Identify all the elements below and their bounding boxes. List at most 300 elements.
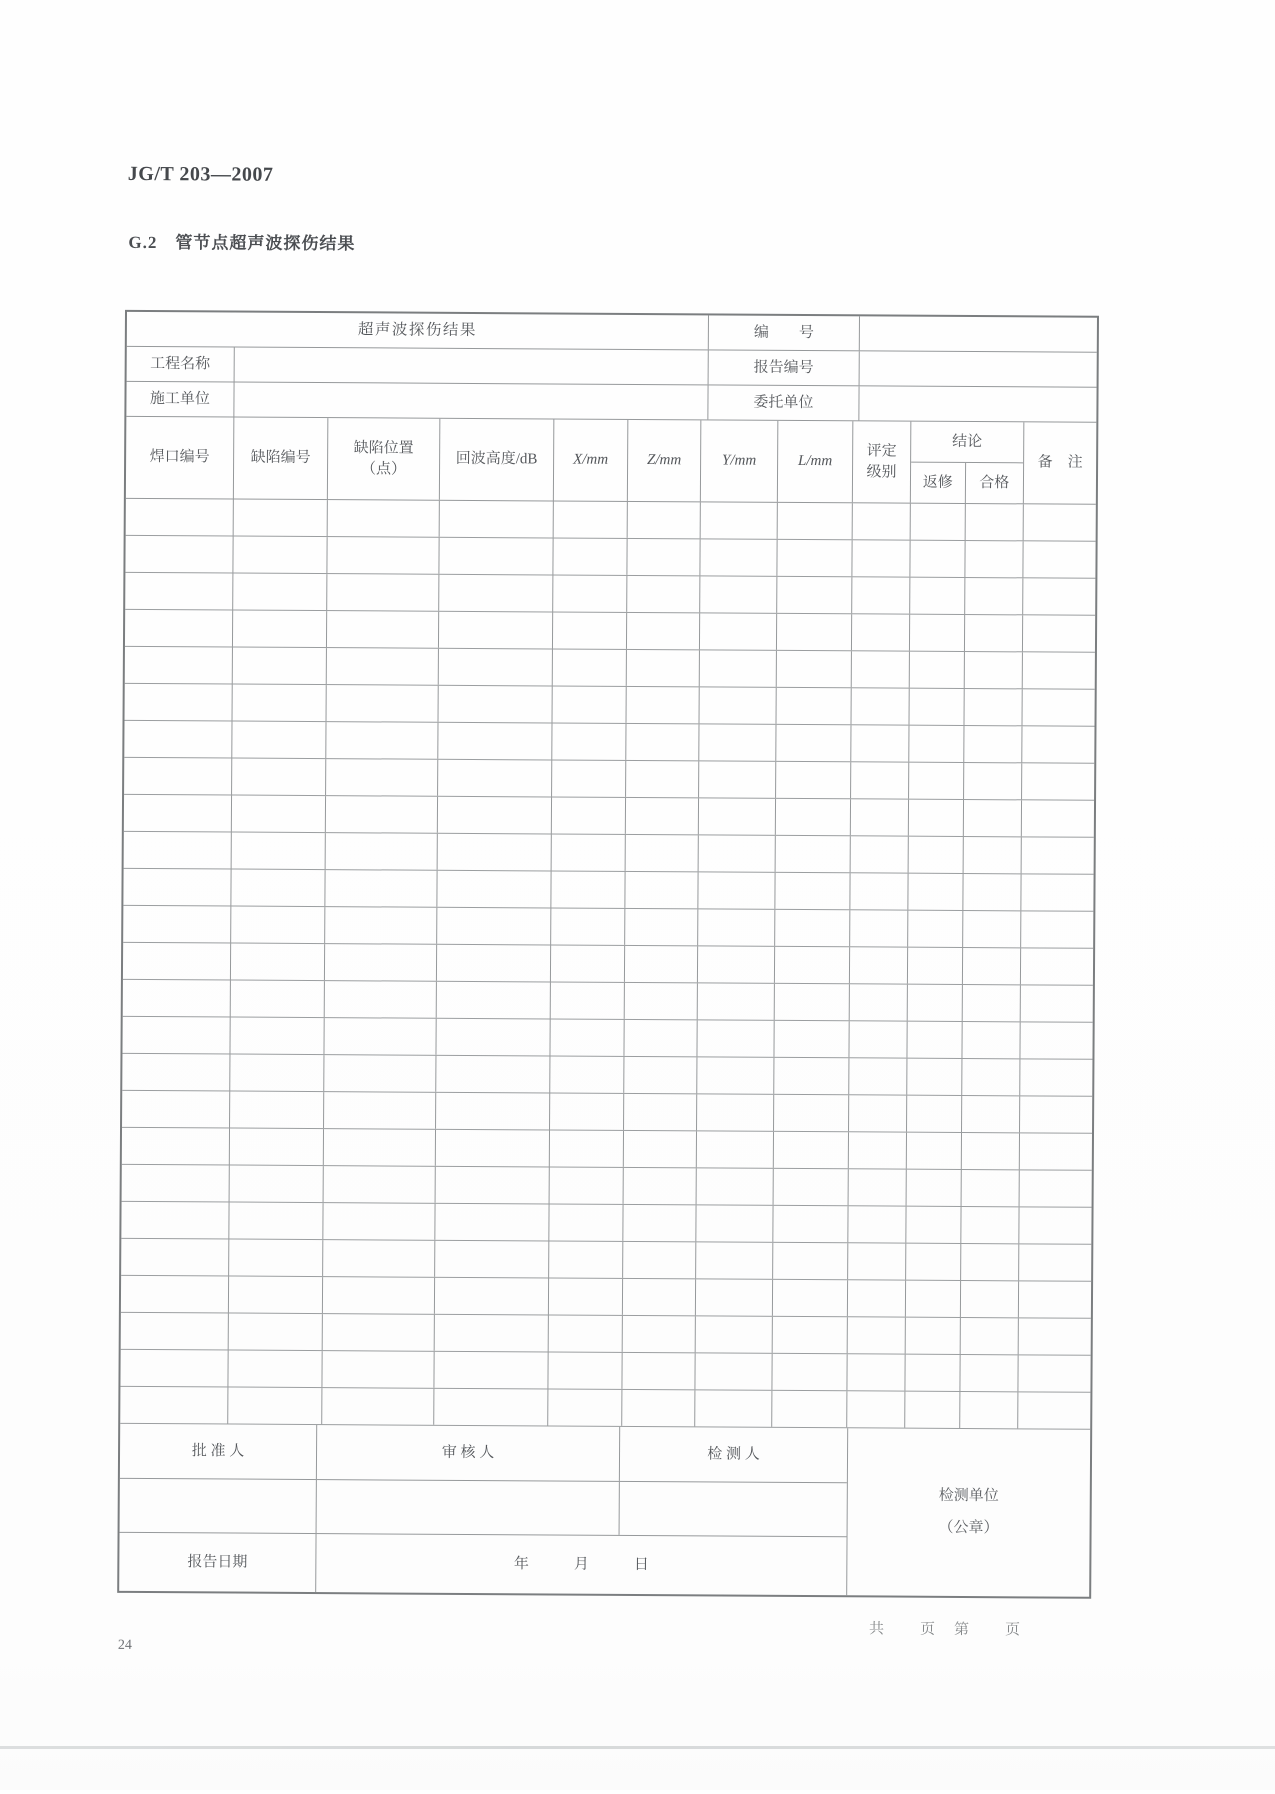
blank-cell bbox=[554, 501, 628, 537]
blank-cell bbox=[1023, 652, 1095, 688]
blank-cell bbox=[122, 1017, 230, 1054]
col-z-mm: Z/mm bbox=[628, 420, 701, 501]
blank-cell bbox=[121, 1239, 229, 1276]
blank-cell bbox=[700, 687, 777, 723]
blank-cell bbox=[627, 687, 700, 723]
blank-cell bbox=[1023, 615, 1095, 651]
blank-cell bbox=[550, 1130, 624, 1166]
inspector-label: 检 测 人 bbox=[707, 1446, 760, 1463]
blank-cell bbox=[965, 541, 1023, 577]
blank-cell bbox=[851, 799, 909, 835]
blank-cell bbox=[326, 833, 438, 870]
blank-cell bbox=[1022, 837, 1094, 873]
table-row bbox=[125, 684, 1095, 727]
number-label: 编 号 bbox=[709, 315, 860, 350]
blank-cell bbox=[775, 947, 850, 983]
blank-cell bbox=[627, 576, 700, 612]
report-no-value bbox=[860, 351, 1097, 386]
blank-cell bbox=[326, 796, 438, 833]
blank-cell bbox=[964, 689, 1022, 725]
blank-cell bbox=[774, 1021, 849, 1057]
table-body bbox=[120, 499, 1096, 1430]
blank-cell bbox=[121, 1276, 229, 1313]
col-conclusion-group bbox=[911, 422, 1024, 504]
blank-cell bbox=[965, 615, 1023, 651]
blank-cell bbox=[966, 504, 1024, 540]
blank-cell bbox=[232, 722, 326, 759]
page-number: 24 bbox=[117, 1637, 132, 1653]
blank-cell bbox=[962, 1096, 1020, 1132]
blank-cell bbox=[324, 1018, 436, 1055]
blank-cell bbox=[910, 615, 965, 651]
blank-cell bbox=[230, 1018, 324, 1055]
blank-cell bbox=[325, 870, 437, 907]
blank-cell bbox=[230, 1092, 324, 1129]
blank-cell bbox=[436, 1019, 550, 1056]
blank-cell bbox=[624, 1131, 697, 1167]
blank-cell bbox=[965, 652, 1023, 688]
blank-cell bbox=[697, 1168, 774, 1204]
blank-cell bbox=[777, 577, 852, 613]
blank-cell bbox=[231, 944, 325, 981]
col-defect-no: 缺陷编号 bbox=[234, 418, 328, 500]
blank-cell bbox=[910, 541, 965, 577]
blank-cell bbox=[125, 647, 233, 684]
blank-cell bbox=[909, 689, 964, 725]
blank-cell bbox=[849, 1169, 907, 1205]
blank-cell bbox=[324, 1055, 436, 1092]
blank-cell bbox=[623, 1242, 696, 1278]
blank-cell bbox=[230, 1129, 324, 1166]
blank-cell bbox=[908, 911, 963, 947]
blank-cell bbox=[852, 540, 910, 576]
blank-cell bbox=[230, 1055, 324, 1092]
blank-cell bbox=[435, 1278, 549, 1315]
blank-cell bbox=[228, 1351, 322, 1388]
blank-cell bbox=[327, 574, 439, 611]
blank-cell bbox=[232, 759, 326, 796]
blank-cell bbox=[549, 1204, 623, 1240]
blank-cell bbox=[232, 833, 326, 870]
info-row-contractor bbox=[126, 382, 1096, 423]
blank-cell bbox=[961, 1244, 1019, 1280]
blank-cell bbox=[327, 685, 439, 722]
blank-cell bbox=[439, 612, 553, 649]
blank-cell bbox=[437, 871, 551, 908]
blank-cell bbox=[550, 1019, 624, 1055]
blank-cell bbox=[910, 652, 965, 688]
blank-cell bbox=[627, 539, 700, 575]
blank-cell bbox=[852, 614, 910, 650]
blank-cell bbox=[437, 982, 551, 1019]
blank-cell bbox=[696, 1279, 773, 1315]
blank-cell bbox=[439, 538, 553, 575]
org-stamp-cell: 检测单位 （公章） bbox=[846, 1428, 1090, 1596]
blank-cell bbox=[325, 944, 437, 981]
blank-cell bbox=[232, 796, 326, 833]
blank-cell bbox=[325, 981, 437, 1018]
col-weld-joint-no: 焊口编号 bbox=[126, 417, 234, 499]
col-repair: 返修 bbox=[911, 463, 966, 503]
blank-cell bbox=[1020, 1133, 1092, 1169]
blank-cell bbox=[774, 1169, 849, 1205]
blank-cell bbox=[905, 1355, 960, 1391]
inspector-value bbox=[620, 1482, 847, 1536]
blank-cell bbox=[1019, 1318, 1091, 1354]
blank-cell bbox=[437, 908, 551, 945]
blank-cell bbox=[124, 795, 232, 832]
blank-cell bbox=[697, 1020, 774, 1056]
blank-cell bbox=[964, 763, 1022, 799]
blank-cell bbox=[439, 649, 553, 686]
blank-cell bbox=[1024, 504, 1096, 540]
blank-cell bbox=[124, 832, 232, 869]
blank-cell bbox=[964, 726, 1022, 762]
blank-cell bbox=[627, 650, 700, 686]
conclusion-label: 结论 bbox=[911, 422, 1023, 464]
blank-cell bbox=[624, 1020, 697, 1056]
blank-cell bbox=[323, 1314, 435, 1351]
blank-cell bbox=[852, 688, 910, 724]
blank-cell bbox=[697, 1094, 774, 1130]
blank-cell bbox=[963, 948, 1021, 984]
blank-cell bbox=[552, 834, 626, 870]
blank-cell bbox=[233, 648, 327, 685]
blank-cell bbox=[906, 1244, 961, 1280]
blank-cell bbox=[852, 577, 910, 613]
signature-label-row bbox=[120, 1424, 847, 1483]
blank-cell bbox=[695, 1353, 772, 1389]
blank-cell bbox=[695, 1390, 772, 1426]
blank-cell bbox=[438, 760, 552, 797]
blank-cell bbox=[436, 1056, 550, 1093]
blank-cell bbox=[963, 874, 1021, 910]
blank-cell bbox=[551, 982, 625, 1018]
blank-cell bbox=[622, 1353, 695, 1389]
blank-cell bbox=[627, 613, 700, 649]
blank-cell bbox=[327, 611, 439, 648]
blank-cell bbox=[553, 686, 627, 722]
reviewer-label: 审 核 人 bbox=[317, 1425, 620, 1481]
table-row bbox=[124, 721, 1094, 764]
blank-cell bbox=[125, 573, 233, 610]
blank-cell bbox=[851, 836, 909, 872]
blank-cell bbox=[848, 1243, 906, 1279]
blank-cell bbox=[551, 908, 625, 944]
col-remarks: 备 注 bbox=[1037, 454, 1083, 472]
blank-cell bbox=[1020, 1059, 1092, 1095]
blank-cell bbox=[909, 763, 964, 799]
blank-cell bbox=[1022, 800, 1094, 836]
blank-cell bbox=[549, 1278, 623, 1314]
client-value bbox=[859, 386, 1096, 421]
blank-cell bbox=[548, 1389, 622, 1425]
blank-cell bbox=[435, 1315, 549, 1352]
blank-cell bbox=[1021, 948, 1093, 984]
blank-cell bbox=[908, 985, 963, 1021]
blank-cell bbox=[322, 1388, 434, 1425]
table-row bbox=[125, 536, 1095, 579]
blank-cell bbox=[777, 688, 852, 724]
blank-cell bbox=[909, 726, 964, 762]
table-row bbox=[124, 832, 1094, 875]
blank-cell bbox=[850, 947, 908, 983]
blank-cell bbox=[326, 759, 438, 796]
blank-cell bbox=[434, 1352, 548, 1389]
blank-cell bbox=[773, 1317, 848, 1353]
blank-cell bbox=[552, 797, 626, 833]
blank-cell bbox=[697, 1057, 774, 1093]
blank-cell bbox=[848, 1280, 906, 1316]
blank-cell bbox=[910, 578, 965, 614]
table-row bbox=[123, 980, 1093, 1023]
blank-cell bbox=[229, 1203, 323, 1240]
blank-cell bbox=[907, 1133, 962, 1169]
col-echo-height: 回波高度/dB bbox=[440, 419, 554, 501]
table-row bbox=[120, 1350, 1090, 1393]
blank-cell bbox=[439, 575, 553, 612]
blank-cell bbox=[962, 1133, 1020, 1169]
blank-cell bbox=[548, 1352, 622, 1388]
blank-cell bbox=[625, 983, 698, 1019]
blank-cell bbox=[623, 1316, 696, 1352]
project-label: 工程名称 bbox=[127, 347, 235, 382]
blank-cell bbox=[624, 1094, 697, 1130]
blank-cell bbox=[851, 725, 909, 761]
blank-cell bbox=[851, 762, 909, 798]
table-row bbox=[121, 1202, 1091, 1245]
footer-left bbox=[119, 1424, 847, 1595]
blank-cell bbox=[438, 834, 552, 871]
blank-cell bbox=[962, 1170, 1020, 1206]
blank-cell bbox=[626, 761, 699, 797]
report-date-value: 年 月 日 bbox=[513, 1556, 649, 1573]
blank-cell bbox=[229, 1240, 323, 1277]
table-row bbox=[122, 1165, 1092, 1208]
blank-cell bbox=[234, 500, 328, 537]
reviewer-value bbox=[317, 1480, 620, 1535]
blank-cell bbox=[1021, 985, 1093, 1021]
blank-cell bbox=[777, 614, 852, 650]
blank-cell bbox=[960, 1355, 1018, 1391]
blank-cell bbox=[777, 540, 852, 576]
table-row bbox=[124, 758, 1094, 801]
table-row bbox=[126, 499, 1096, 542]
approver-value bbox=[120, 1479, 317, 1533]
blank-cell bbox=[905, 1392, 960, 1428]
blank-cell bbox=[907, 1096, 962, 1132]
sheet-count-note: 共 页 第 页 bbox=[868, 1621, 1023, 1639]
blank-cell bbox=[438, 797, 552, 834]
blank-cell bbox=[553, 538, 627, 574]
blank-cell bbox=[699, 798, 776, 834]
table-row bbox=[124, 795, 1094, 838]
blank-cell bbox=[327, 648, 439, 685]
table-row bbox=[123, 906, 1093, 949]
blank-cell bbox=[1019, 1281, 1091, 1317]
blank-cell bbox=[322, 1351, 434, 1388]
blank-cell bbox=[906, 1281, 961, 1317]
blank-cell bbox=[1021, 911, 1093, 947]
blank-cell bbox=[624, 1057, 697, 1093]
blank-cell bbox=[697, 1131, 774, 1167]
info-row-title bbox=[127, 312, 1097, 353]
column-header-row bbox=[126, 417, 1096, 505]
blank-cell bbox=[773, 1280, 848, 1316]
blank-cell bbox=[436, 1093, 550, 1130]
blank-cell bbox=[123, 906, 231, 943]
blank-cell bbox=[328, 500, 440, 537]
blank-cell bbox=[440, 501, 554, 538]
blank-cell bbox=[1019, 1207, 1091, 1243]
blank-cell bbox=[324, 1129, 436, 1166]
blank-cell bbox=[853, 503, 911, 539]
blank-cell bbox=[696, 1242, 773, 1278]
blank-cell bbox=[850, 984, 908, 1020]
blank-cell bbox=[231, 981, 325, 1018]
conclusion-subrow bbox=[911, 463, 1023, 504]
blank-cell bbox=[229, 1277, 323, 1314]
blank-cell bbox=[121, 1202, 229, 1239]
blank-cell bbox=[439, 686, 553, 723]
blank-cell bbox=[698, 909, 775, 945]
blank-cell bbox=[962, 1022, 1020, 1058]
blank-cell bbox=[438, 723, 552, 760]
blank-cell bbox=[623, 1279, 696, 1315]
blank-cell bbox=[231, 870, 325, 907]
blank-cell bbox=[964, 800, 1022, 836]
blank-cell bbox=[550, 1167, 624, 1203]
col-defect-position: 缺陷位置 （点） bbox=[328, 418, 440, 500]
blank-cell bbox=[961, 1281, 1019, 1317]
blank-cell bbox=[700, 576, 777, 612]
blank-cell bbox=[326, 722, 438, 759]
blank-cell bbox=[437, 945, 551, 982]
ultrasonic-results-table bbox=[117, 310, 1099, 1599]
blank-cell bbox=[908, 874, 963, 910]
blank-cell bbox=[907, 1170, 962, 1206]
blank-cell bbox=[435, 1204, 549, 1241]
blank-cell bbox=[772, 1354, 847, 1390]
number-value bbox=[860, 316, 1097, 351]
blank-cell bbox=[120, 1387, 228, 1424]
blank-cell bbox=[701, 502, 778, 538]
report-date-row bbox=[119, 1533, 846, 1595]
table-row bbox=[120, 1387, 1090, 1430]
table-row bbox=[122, 1054, 1092, 1097]
blank-cell bbox=[435, 1241, 549, 1278]
blank-cell bbox=[436, 1130, 550, 1167]
blank-cell bbox=[1020, 1170, 1092, 1206]
blank-cell bbox=[909, 800, 964, 836]
blank-cell bbox=[907, 1022, 962, 1058]
table-row bbox=[125, 647, 1095, 690]
blank-cell bbox=[551, 871, 625, 907]
blank-cell bbox=[696, 1316, 773, 1352]
blank-cell bbox=[625, 872, 698, 908]
blank-cell bbox=[125, 536, 233, 573]
blank-cell bbox=[1019, 1244, 1091, 1280]
blank-cell bbox=[849, 1132, 907, 1168]
blank-cell bbox=[1020, 1096, 1092, 1132]
blank-cell bbox=[122, 1165, 230, 1202]
blank-cell bbox=[624, 1168, 697, 1204]
col-pass: 合格 bbox=[979, 474, 1010, 492]
blank-cell bbox=[964, 837, 1022, 873]
blank-cell bbox=[908, 948, 963, 984]
blank-cell bbox=[123, 869, 231, 906]
table-title: 超声波探伤结果 bbox=[127, 312, 709, 350]
blank-cell bbox=[700, 650, 777, 686]
blank-cell bbox=[848, 1317, 906, 1353]
blank-cell bbox=[323, 1277, 435, 1314]
blank-cell bbox=[436, 1167, 550, 1204]
blank-cell bbox=[911, 504, 966, 540]
blank-cell bbox=[906, 1207, 961, 1243]
blank-cell bbox=[1021, 874, 1093, 910]
blank-cell bbox=[122, 1054, 230, 1091]
approver-label: 批 准 人 bbox=[120, 1424, 317, 1479]
contractor-label: 施工单位 bbox=[126, 382, 234, 417]
report-date-label: 报告日期 bbox=[119, 1533, 316, 1592]
blank-cell bbox=[778, 503, 853, 539]
blank-cell bbox=[850, 873, 908, 909]
blank-cell bbox=[849, 1058, 907, 1094]
blank-cell bbox=[773, 1206, 848, 1242]
blank-cell bbox=[325, 907, 437, 944]
blank-cell bbox=[434, 1389, 548, 1426]
blank-cell bbox=[626, 724, 699, 760]
client-label: 委托单位 bbox=[708, 385, 859, 420]
table-row bbox=[121, 1276, 1091, 1319]
table-row bbox=[123, 869, 1093, 912]
blank-cell bbox=[327, 537, 439, 574]
table-row bbox=[121, 1239, 1091, 1282]
scan-page-edge bbox=[0, 1746, 1275, 1749]
blank-cell bbox=[849, 1095, 907, 1131]
blank-cell bbox=[776, 799, 851, 835]
blank-cell bbox=[1022, 726, 1094, 762]
blank-cell bbox=[123, 943, 231, 980]
blank-cell bbox=[125, 610, 233, 647]
blank-cell bbox=[550, 1093, 624, 1129]
blank-cell bbox=[906, 1318, 961, 1354]
blank-cell bbox=[775, 984, 850, 1020]
table-row bbox=[125, 610, 1095, 653]
blank-cell bbox=[850, 910, 908, 946]
blank-cell bbox=[553, 649, 627, 685]
blank-cell bbox=[626, 798, 699, 834]
blank-cell bbox=[700, 539, 777, 575]
blank-cell bbox=[698, 983, 775, 1019]
blank-cell bbox=[626, 835, 699, 871]
col-x-mm: X/mm bbox=[554, 419, 628, 500]
blank-cell bbox=[551, 945, 625, 981]
blank-cell bbox=[774, 1095, 849, 1131]
blank-cell bbox=[962, 1059, 1020, 1095]
blank-cell bbox=[126, 499, 234, 536]
blank-cell bbox=[1020, 1022, 1092, 1058]
blank-cell bbox=[698, 946, 775, 982]
blank-cell bbox=[963, 911, 1021, 947]
table-footer bbox=[119, 1424, 1090, 1597]
table-row bbox=[122, 1091, 1092, 1134]
blank-cell bbox=[122, 1128, 230, 1165]
blank-cell bbox=[125, 684, 233, 721]
report-no-label: 报告编号 bbox=[709, 350, 860, 385]
blank-cell bbox=[120, 1350, 228, 1387]
blank-cell bbox=[699, 724, 776, 760]
